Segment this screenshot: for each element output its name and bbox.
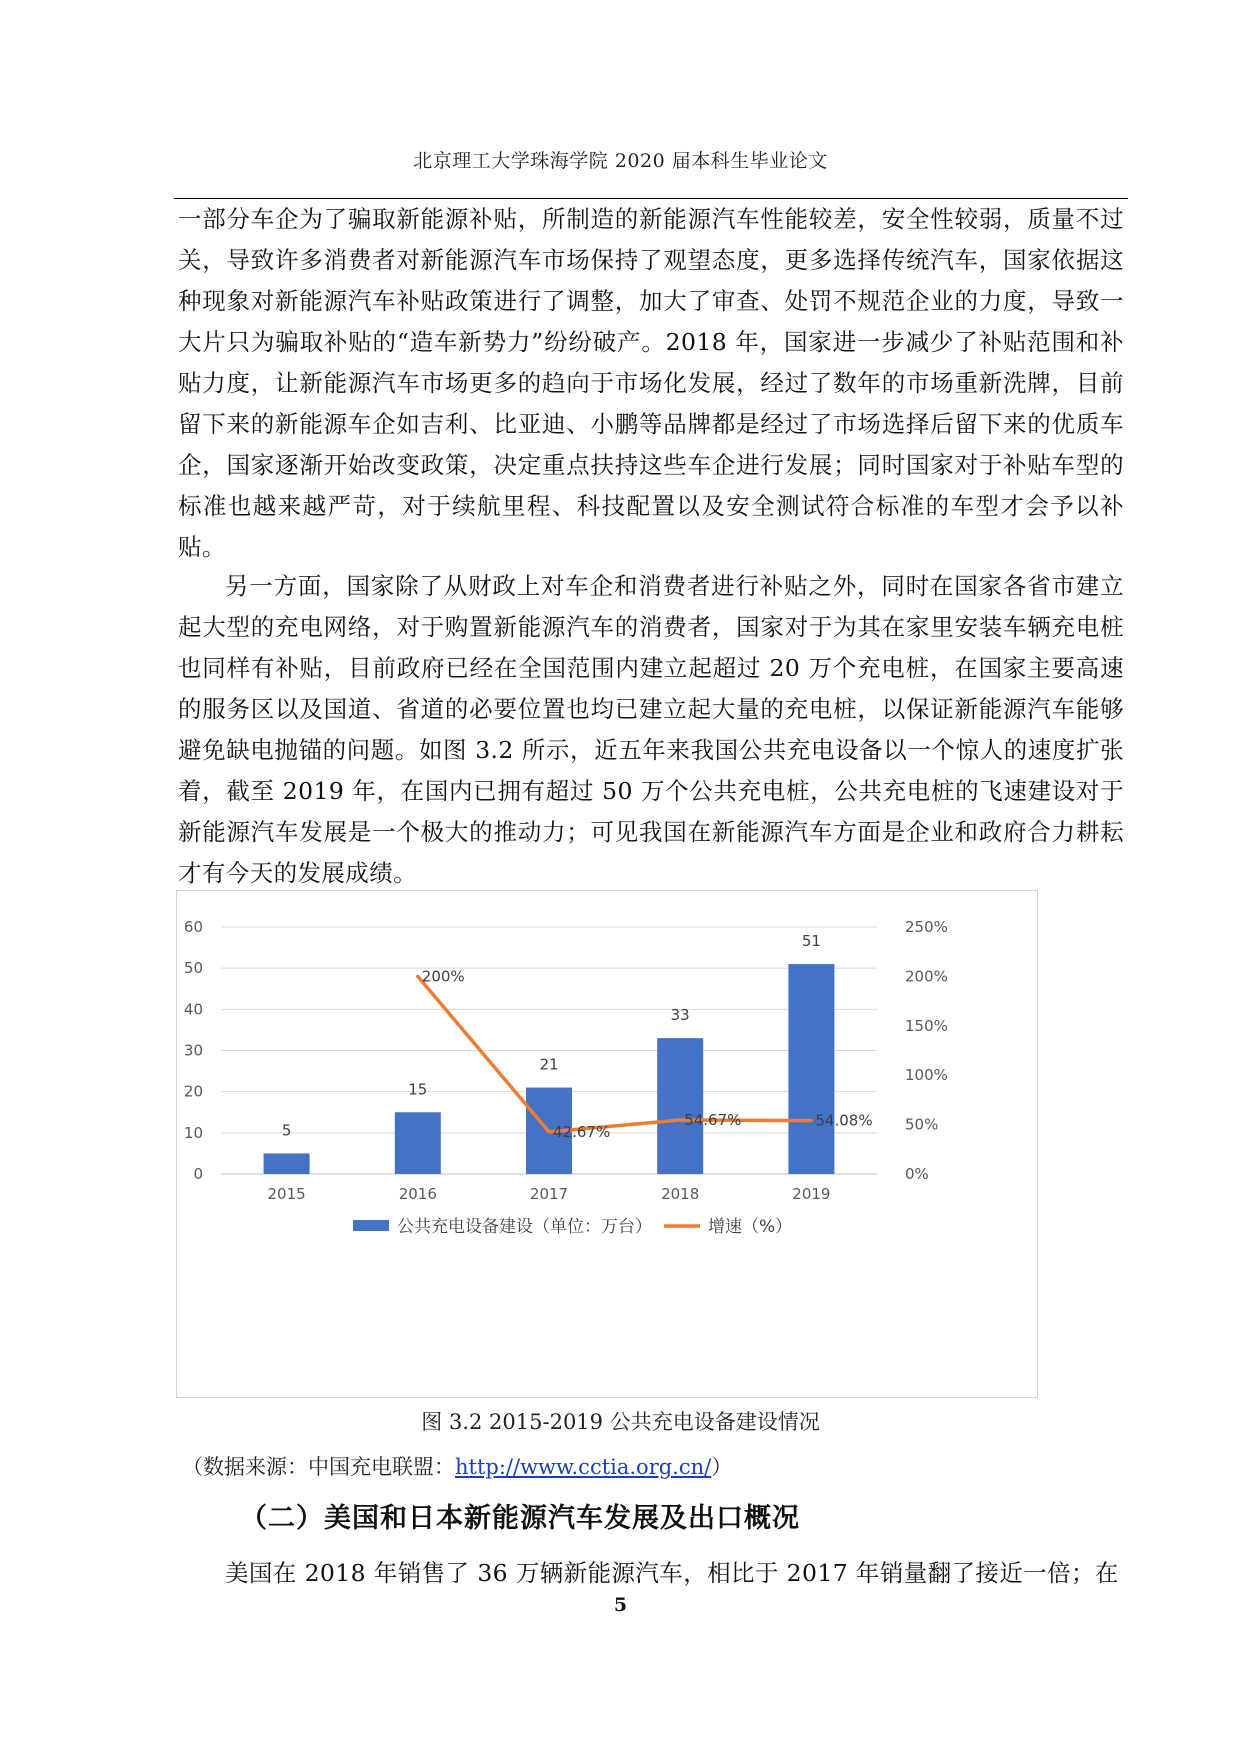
bar-data-label: 51 (801, 932, 821, 951)
source-link[interactable]: http://www.cctia.org.cn/ (455, 1455, 712, 1479)
y-right-tick-label: 50% (905, 1115, 939, 1134)
y-left-tick-label: 50 (183, 959, 203, 978)
legend-label-bar: 公共充电设备建设（单位：万台） (397, 1217, 652, 1237)
bar-data-label: 21 (539, 1055, 559, 1074)
x-tick-label: 2015 (267, 1185, 306, 1203)
line-data-label: 54.67% (684, 1110, 742, 1129)
line-data-label: 42.67% (553, 1122, 611, 1141)
x-tick-label: 2019 (792, 1185, 831, 1203)
data-source-note (182, 1451, 732, 1481)
y-left-tick-label: 10 (183, 1123, 203, 1142)
section-heading: （二）美国和日本新能源汽车发展及出口概况 (240, 1503, 800, 1534)
x-tick-label: 2016 (398, 1185, 437, 1203)
y-right-tick-label: 200% (905, 967, 948, 986)
y-right-tick-label: 0% (905, 1165, 929, 1183)
y-left-tick-label: 20 (183, 1082, 203, 1101)
bar (788, 964, 834, 1174)
bar (264, 1153, 310, 1174)
bar-data-label: 15 (408, 1080, 428, 1099)
bar-data-label: 5 (281, 1121, 292, 1140)
paragraph-3: 美国在 2018 年销售了 36 万辆新能源汽车，相比于 2017 年销量翻了接近一倍；在 (225, 1559, 1119, 1587)
bar (395, 1112, 441, 1174)
legend-label-line: 增速（%） (708, 1217, 793, 1237)
y-left-tick-label: 60 (183, 918, 203, 936)
y-left-tick-label: 40 (183, 1000, 203, 1019)
source-suffix: ） (711, 1455, 733, 1479)
figure-caption: 图 3.2 2015-2019 公共充电设备建设情况 (421, 1410, 820, 1434)
paragraph-1: 一部分车企为了骗取新能源补贴，所制造的新能源汽车性能较差，安全性较弱，质量不过关，导致许多消费者对新能源汽车市场保持了观望态度，更多选择传统汽车，国家依据这种现象对新能源汽车补贴政策进行了调整，加大了审查、处罚不规范企业的力度，导致一大片只为骗取补贴的“造车新势力”纷纷破产。2018 年，国家进一步减少了补贴范围和补贴力度，让新能源汽车市场更多的趋向于市场化发展，经过了数年的市场重新洗牌，目前留下来的新能源车企如吉利、比亚迪、小鹏等品牌都是经过了市场选择后留下来的优质车企，国家逐渐开始改变政策，决定重点扶持这些车企进行发展；同时国家对于补贴车型的标准也越来越严苛，对于续航里程、科技配置以及安全测试符合标准的车型才会予以补贴。 (178, 205, 1124, 561)
paragraph-2: 另一方面，国家除了从财政上对车企和消费者进行补贴之外，同时在国家各省市建立起大型的充电网络，对于购置新能源汽车的消费者，国家对于为其在家里安装车辆充电桩也同样有补贴，目前政府已经在全国范围内建立起超过 20 万个充电桩，在国家主要高速的服务区以及国道、省道的必要位置也均已建立起大量的充电桩，以保证新能源汽车能够避免缺电抛锚的问题。如图 3.2 所示，近五年来我国公共充电设备以一个惊人的速度扩张着，截至 2019 年，在国内已拥有超过 50 万个公共充电桩，公共充电桩的飞速建设对于新能源汽车发展是一个极大的推动力；可见我国在新能源汽车方面是企业和政府合力耕耘才有今天的发展成绩。 (178, 572, 1124, 887)
y-right-tick-label: 250% (905, 918, 948, 936)
y-right-tick-label: 100% (905, 1066, 948, 1085)
source-prefix: （数据来源：中国充电联盟： (182, 1455, 455, 1479)
y-right-tick-label: 150% (905, 1016, 948, 1035)
x-tick-label: 2017 (529, 1185, 569, 1203)
page-number: 5 (613, 1594, 628, 1616)
bar-data-label: 33 (670, 1006, 690, 1025)
chart-figure (176, 890, 1038, 1398)
x-tick-label: 2018 (661, 1185, 700, 1203)
y-left-tick-label: 30 (183, 1041, 203, 1060)
combo-chart (177, 891, 1039, 1399)
legend-swatch-bar (353, 1220, 389, 1231)
bar (657, 1038, 703, 1174)
line-data-label: 200% (421, 967, 465, 986)
growth-line (418, 976, 812, 1131)
page-header: 北京理工大学珠海学院 2020 届本科生毕业论文 (413, 150, 828, 172)
line-data-label: 54.08% (815, 1111, 873, 1130)
y-left-tick-label: 0 (193, 1165, 203, 1183)
